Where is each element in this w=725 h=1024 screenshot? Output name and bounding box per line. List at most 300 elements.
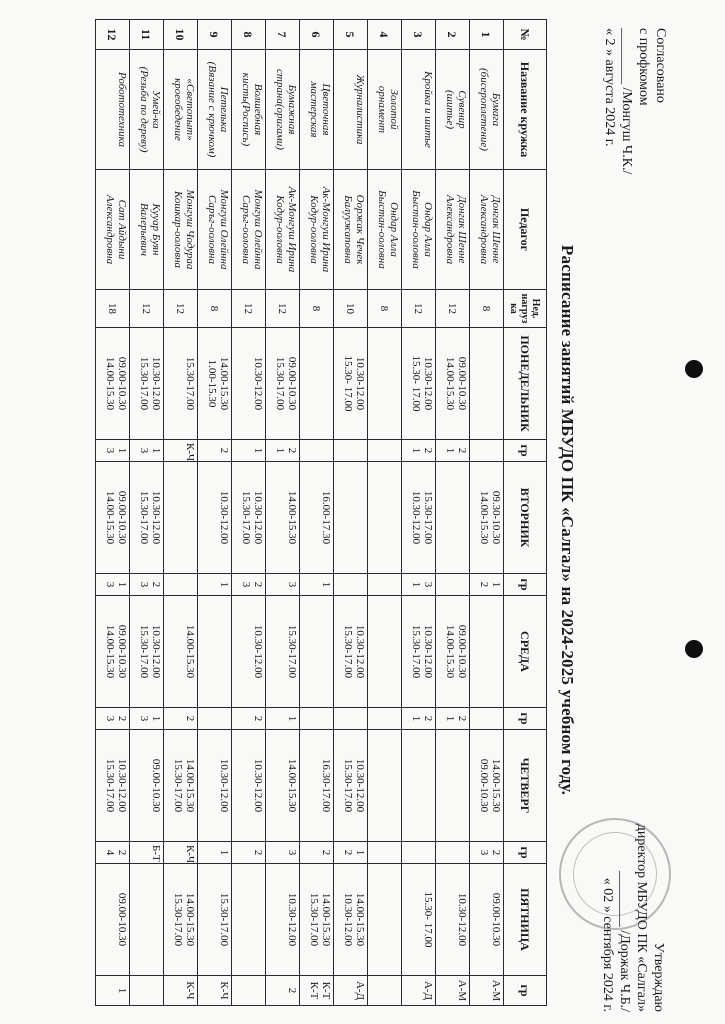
cell-line: 15.30-17.00 [342, 624, 354, 679]
cell-fri-g [96, 976, 130, 1006]
cell-thu-g [334, 842, 368, 864]
cell-line: Сувенир [456, 90, 468, 129]
cell-line: Ак-Монгуш Ирина [320, 186, 332, 273]
cell-line: 15.30-17.00 [172, 758, 184, 813]
cell-num: 8 [232, 20, 266, 50]
cell-line: Донгак Шенне [456, 195, 468, 264]
cell-line: А-М [456, 979, 468, 1002]
approval-right [599, 812, 667, 1012]
cell-line: Быстан-ооловна [376, 190, 388, 269]
cell-thu [266, 730, 300, 842]
approval-right-line1: Утверждаю [651, 942, 666, 1012]
cell-line: 10.30-12.00 [456, 892, 468, 947]
cell-thu [96, 730, 130, 842]
cell-line: 09.00-10.30 [116, 624, 128, 679]
cell-line: 09.00-10.30 [490, 892, 502, 947]
cell-mon [164, 328, 198, 440]
cell-line: К-Ч [184, 845, 196, 864]
cell-mon [96, 328, 130, 440]
cell-thu-g [96, 842, 130, 864]
approval-left-line2: с профкомом [636, 28, 651, 106]
cell-fri [470, 864, 504, 976]
cell-wed [368, 596, 402, 708]
cell-load: 12 [402, 290, 436, 328]
cell-line: 15.30-17.00 [184, 356, 196, 411]
cell-thu-g [266, 842, 300, 864]
cell-line: 14.00-15.30 [184, 892, 196, 947]
cell-mon [232, 328, 266, 440]
cell-wed [436, 596, 470, 708]
cell-teacher [96, 170, 130, 290]
cell-circle [368, 50, 402, 170]
cell-tue-g [300, 574, 334, 596]
cell-line: (Резьба по дереву) [138, 66, 150, 153]
cell-load: 12 [164, 290, 198, 328]
cell-line: 1 [410, 715, 422, 722]
table-row [96, 20, 130, 1006]
cell-line: Валерьевич [138, 202, 150, 257]
signature-right: ________ [617, 870, 632, 931]
cell-line: 3 [138, 447, 150, 454]
cell-load: 12 [266, 290, 300, 328]
punch-hole [685, 360, 703, 378]
cell-tue-g [130, 574, 164, 596]
cell-circle [266, 50, 300, 170]
cell-circle [300, 50, 334, 170]
cell-line: 2 [184, 715, 196, 722]
cell-tue [232, 462, 266, 574]
cell-line: 14.00-15.30 [478, 490, 490, 545]
cell-line: 4 [104, 849, 116, 856]
cell-wed [130, 596, 164, 708]
col-wed-gr: гр [504, 708, 547, 730]
cell-line: 14.00-15.30 [104, 624, 116, 679]
cell-line: 2 [478, 581, 490, 588]
cell-line: 2 [490, 849, 502, 856]
cell-thu-g [402, 842, 436, 864]
cell-fri-g [334, 976, 368, 1006]
cell-line: 15.30-17.00 [342, 758, 354, 813]
cell-fri [368, 864, 402, 976]
cell-fri [334, 864, 368, 976]
cell-mon-g [334, 440, 368, 462]
cell-line: 3 [240, 581, 252, 588]
cell-wed-g [436, 708, 470, 730]
cell-wed [266, 596, 300, 708]
cell-line: 10.30-12.00 [116, 758, 128, 813]
cell-wed [96, 596, 130, 708]
cell-fri-g [164, 976, 198, 1006]
cell-line: 14.00-15.30 [184, 758, 196, 813]
cell-line: 15.30-17.00 [138, 624, 150, 679]
cell-line: 10.30-12.00 [150, 490, 162, 545]
cell-teacher [300, 170, 334, 290]
cell-line: 3 [138, 581, 150, 588]
cell-wed-g [300, 708, 334, 730]
cell-wed-g [334, 708, 368, 730]
cell-fri-g [130, 976, 164, 1006]
cell-thu-g [436, 842, 470, 864]
cell-line: 10.30-12.00 [252, 490, 264, 545]
cell-line: 10.30-12.00 [354, 758, 366, 813]
cell-wed-g [198, 708, 232, 730]
cell-line: Петелька [218, 86, 230, 133]
cell-tue-g [232, 574, 266, 596]
cell-wed [300, 596, 334, 708]
cell-line: 3 [286, 581, 298, 588]
cell-line: 10.30-12.00 [422, 624, 434, 679]
cell-tue [164, 462, 198, 574]
cell-line: Быстан-ооловна [410, 190, 422, 269]
cell-line: 10.30-12.00 [218, 490, 230, 545]
cell-line: 09.00-10.30 [116, 892, 128, 947]
cell-wed [470, 596, 504, 708]
cell-line: 3 [478, 849, 490, 856]
cell-tue [470, 462, 504, 574]
cell-line: Журналистика [354, 74, 366, 145]
cell-line: Донгак Шенне [490, 195, 502, 264]
cell-tue [266, 462, 300, 574]
cell-teacher [436, 170, 470, 290]
cell-line: 1 [274, 447, 286, 454]
cell-teacher [130, 170, 164, 290]
cell-line: 14.00-15.30 [444, 356, 456, 411]
cell-line: 14.00-15.30 [354, 892, 366, 947]
cell-line: Александровна [444, 194, 456, 265]
approval-right-line2: директор МБУДО ПК «Салгал» [634, 823, 649, 1012]
cell-line: 2 [456, 715, 468, 722]
cell-line: 09.30-10.30 [490, 490, 502, 545]
cell-mon-g [300, 440, 334, 462]
col-mon-gr: гр [504, 440, 547, 462]
cell-line: 16.30-17.00 [320, 758, 332, 813]
cell-circle [402, 50, 436, 170]
cell-line: страна(оригами) [274, 69, 286, 150]
cell-line: 15.30- 17.00 [410, 355, 422, 412]
cell-line: 2 [320, 849, 332, 856]
cell-mon [368, 328, 402, 440]
cell-load: 18 [96, 290, 130, 328]
cell-line: 10.30-12.00 [354, 624, 366, 679]
cell-thu-g [198, 842, 232, 864]
cell-line: Цветочная [320, 83, 332, 136]
cell-line: (шитье) [444, 90, 456, 129]
cell-line: 15.30-17.00 [138, 490, 150, 545]
cell-tue-g [436, 574, 470, 596]
cell-line: 1 [444, 447, 456, 454]
cell-line: 1 [444, 715, 456, 722]
signature-left: ________ [619, 28, 634, 88]
cell-line: Ондар Алла [388, 202, 400, 257]
cell-line: 14.00-15.30 [104, 356, 116, 411]
cell-thu [232, 730, 266, 842]
cell-line: Монгуш Олейнна [218, 189, 230, 270]
cell-wed-g [164, 708, 198, 730]
cell-tue [334, 462, 368, 574]
approval-left-line3: /Монгуш Ч.К./ [619, 87, 634, 175]
cell-fri [164, 864, 198, 976]
cell-mon [266, 328, 300, 440]
approval-left [601, 28, 669, 328]
cell-thu [130, 730, 164, 842]
cell-line: 10.30-12.00 [252, 356, 264, 411]
cell-thu [470, 730, 504, 842]
table-row [198, 20, 232, 1006]
cell-mon [198, 328, 232, 440]
cell-wed-g [130, 708, 164, 730]
cell-line: 09.00-10.30 [116, 490, 128, 545]
cell-thu-g [300, 842, 334, 864]
cell-fri [266, 864, 300, 976]
cell-line: 2 [116, 849, 128, 856]
cell-line: 1 [490, 581, 502, 588]
schedule-body [96, 20, 504, 1006]
cell-line: Волшебная [252, 83, 264, 136]
cell-mon-g [96, 440, 130, 462]
cell-line: 14.00-15.30 [490, 758, 502, 813]
cell-line: 14.00-15.30 [218, 356, 230, 411]
cell-line: (Вязание с крючком) [206, 61, 218, 158]
cell-line: кроеобедение [172, 78, 184, 141]
cell-wed-g [266, 708, 300, 730]
cell-mon [402, 328, 436, 440]
cell-line: Золотой [388, 89, 400, 130]
cell-teacher [164, 170, 198, 290]
cell-line: 15.30- 17.00 [342, 355, 354, 412]
cell-line: Ондар Алла [422, 202, 434, 257]
cell-line: А-Д [354, 980, 366, 1001]
cell-line: 15.30- 17.00 [422, 891, 434, 948]
cell-tue [300, 462, 334, 574]
cell-line: 2 [342, 849, 354, 856]
cell-line: Кууар Буян [150, 203, 162, 256]
cell-teacher [334, 170, 368, 290]
cell-load: 12 [130, 290, 164, 328]
cell-line: 10.30-12.00 [342, 892, 354, 947]
cell-circle [436, 50, 470, 170]
cell-line: Балуужаповна [342, 195, 354, 264]
cell-line: 3 [286, 849, 298, 856]
cell-circle [198, 50, 232, 170]
cell-teacher [402, 170, 436, 290]
cell-wed-g [402, 708, 436, 730]
cell-line: 10.30-12.00 [218, 758, 230, 813]
cell-num: 9 [198, 20, 232, 50]
col-load: Нед. нагруз ка [504, 290, 547, 328]
cell-tue-g [266, 574, 300, 596]
cell-tue [436, 462, 470, 574]
cell-wed [198, 596, 232, 708]
col-teacher: Педагог [504, 170, 547, 290]
cell-line: 10.30-12.00 [410, 490, 422, 545]
cell-line: Робототехника [116, 72, 128, 147]
schedule-table [95, 19, 547, 1006]
cell-line: Умей-ка [150, 90, 162, 129]
cell-line: кисть(Роспись) [240, 72, 252, 147]
cell-load: 8 [470, 290, 504, 328]
cell-fri-g [368, 976, 402, 1006]
cell-line: 14.00-15.30 [184, 624, 196, 679]
cell-line: 09.00-10.30 [116, 356, 128, 411]
col-fri: ПЯТНИЦА [504, 864, 547, 976]
cell-fri [130, 864, 164, 976]
cell-mon [436, 328, 470, 440]
cell-line: 1 [116, 987, 128, 994]
cell-line: Александровна [478, 194, 490, 265]
cell-line: 16.00-17.30 [320, 490, 332, 545]
cell-line: 1 [218, 849, 230, 856]
col-wed: СРЕДА [504, 596, 547, 708]
cell-line: 1 [252, 447, 264, 454]
cell-thu [368, 730, 402, 842]
cell-mon-g [130, 440, 164, 462]
cell-line: 10.30-12.00 [354, 356, 366, 411]
cell-thu [334, 730, 368, 842]
cell-line: Монгуш Чодураа [184, 189, 196, 270]
cell-fri-g [300, 976, 334, 1006]
cell-circle [232, 50, 266, 170]
cell-circle [164, 50, 198, 170]
cell-wed-g [96, 708, 130, 730]
cell-line: 09.00-10.30 [286, 356, 298, 411]
cell-num: 11 [130, 20, 164, 50]
cell-tue-g [334, 574, 368, 596]
cell-line: Кройка и шитье [422, 71, 434, 148]
cell-line: К-Ч [184, 443, 196, 462]
cell-line: 1 [320, 581, 332, 588]
cell-line: 2 [422, 447, 434, 454]
cell-thu [198, 730, 232, 842]
table-row [470, 20, 504, 1006]
cell-line: Б-Т [150, 845, 162, 862]
cell-mon-g [266, 440, 300, 462]
cell-line: 09.00-10.30 [150, 758, 162, 813]
cell-line: 15.30-17.00 [274, 356, 286, 411]
cell-wed [232, 596, 266, 708]
cell-line: 1 [150, 715, 162, 722]
cell-tue-g [164, 574, 198, 596]
cell-mon [470, 328, 504, 440]
cell-tue-g [368, 574, 402, 596]
cell-thu [164, 730, 198, 842]
cell-line: 14.00-15.30 [444, 624, 456, 679]
cell-fri [436, 864, 470, 976]
cell-line: 3 [422, 581, 434, 588]
cell-line: мастерская [308, 81, 320, 138]
table-row [300, 20, 334, 1006]
cell-line: К-Т [320, 981, 332, 1000]
cell-fri [198, 864, 232, 976]
cell-thu-g [130, 842, 164, 864]
cell-line: 3 [104, 715, 116, 722]
cell-line: 14.00-15.30 [286, 490, 298, 545]
cell-line: Кодур-ооловна [274, 195, 286, 264]
table-row [402, 20, 436, 1006]
cell-line: Монгуш Олейнна [252, 189, 264, 270]
cell-tue-g [198, 574, 232, 596]
cell-circle [470, 50, 504, 170]
cell-line: 1 [354, 849, 366, 856]
cell-line: 2 [456, 447, 468, 454]
cell-tue [96, 462, 130, 574]
cell-circle [130, 50, 164, 170]
cell-line: 15.30-17.00 [138, 356, 150, 411]
cell-mon [334, 328, 368, 440]
cell-num: 7 [266, 20, 300, 50]
table-row [232, 20, 266, 1006]
cell-teacher [368, 170, 402, 290]
punch-hole [685, 640, 703, 658]
cell-line: 1 [116, 447, 128, 454]
cell-line: 1 [286, 715, 298, 722]
cell-line: 14.00-15.30 [320, 892, 332, 947]
cell-line: 1 [116, 581, 128, 588]
cell-num: 6 [300, 20, 334, 50]
cell-wed-g [368, 708, 402, 730]
cell-wed [164, 596, 198, 708]
cell-thu [402, 730, 436, 842]
cell-line: 2 [252, 849, 264, 856]
cell-num: 5 [334, 20, 368, 50]
cell-line: 10.30-12.00 [286, 892, 298, 947]
cell-line: Бумажная [286, 84, 298, 135]
cell-fri-g [436, 976, 470, 1006]
cell-line: 1 [150, 447, 162, 454]
cell-tue-g [96, 574, 130, 596]
cell-thu-g [164, 842, 198, 864]
cell-thu [300, 730, 334, 842]
approval-right-line3: /Доржак Ч.Б./ [617, 930, 632, 1012]
cell-load: 8 [300, 290, 334, 328]
cell-mon [130, 328, 164, 440]
cell-line: Кодур-ооловна [308, 195, 320, 264]
cell-line: 15.30-17.00 [240, 490, 252, 545]
cell-teacher [198, 170, 232, 290]
cell-line: 10.30-12.00 [252, 758, 264, 813]
col-thu-gr: гр [504, 842, 547, 864]
cell-tue [198, 462, 232, 574]
cell-line: 1.00-15.30 [206, 359, 218, 408]
cell-fri-g [470, 976, 504, 1006]
cell-wed [402, 596, 436, 708]
cell-fri-g [232, 976, 266, 1006]
cell-line: К-Т [308, 981, 320, 1000]
col-num: № [504, 20, 547, 50]
cell-line: 2 [252, 715, 264, 722]
table-row [436, 20, 470, 1006]
cell-mon [300, 328, 334, 440]
cell-line: 1 [410, 581, 422, 588]
cell-line: 2 [252, 581, 264, 588]
cell-tue [402, 462, 436, 574]
cell-line: 1 [410, 447, 422, 454]
cell-mon-g [368, 440, 402, 462]
cell-num: 3 [402, 20, 436, 50]
cell-line: 15.30-17.00 [286, 624, 298, 679]
cell-line: 10.30-12.00 [252, 624, 264, 679]
header-row [504, 20, 547, 1006]
cell-wed-g [470, 708, 504, 730]
cell-fri-g [402, 976, 436, 1006]
cell-fri [402, 864, 436, 976]
cell-mon-g [402, 440, 436, 462]
cell-line: Кошкар-ооловна [172, 190, 184, 269]
cell-line: 15.30-17.00 [422, 490, 434, 545]
cell-tue-g [402, 574, 436, 596]
cell-fri [96, 864, 130, 976]
approval-left-line4: « 2 » августа 2024 г. [602, 28, 617, 147]
cell-mon-g [470, 440, 504, 462]
